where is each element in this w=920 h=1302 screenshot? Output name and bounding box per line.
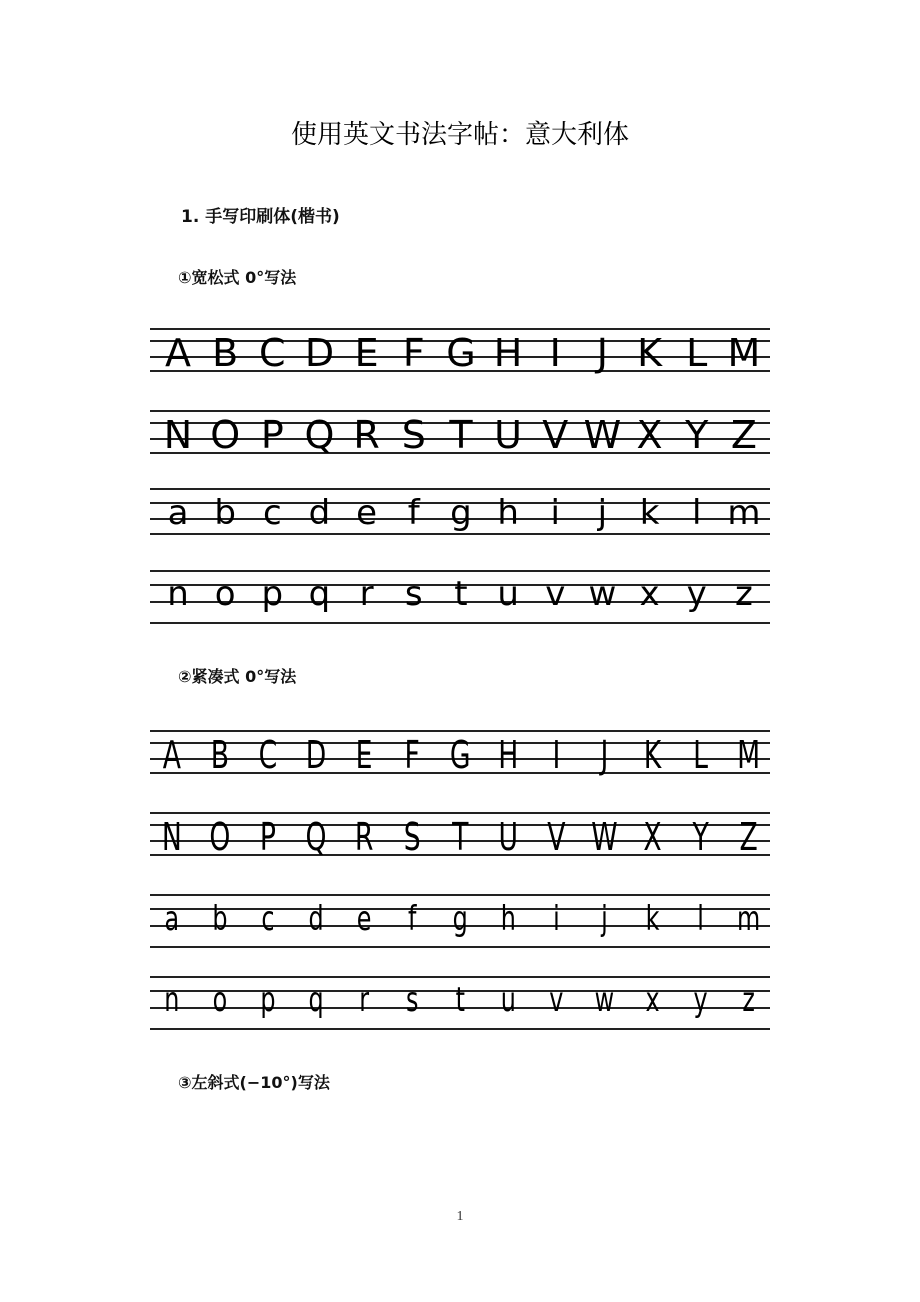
letter-glyph: c: [262, 493, 282, 533]
letter-glyph: n: [167, 574, 189, 614]
letter-glyph: N: [163, 413, 193, 457]
letter-glyph: F: [404, 733, 420, 777]
glyph-row: [150, 413, 770, 457]
letter-glyph: e: [356, 493, 378, 533]
letter-glyph: p: [260, 980, 276, 1020]
letter-glyph: R: [353, 413, 380, 457]
letter-glyph: z: [742, 980, 755, 1020]
letter-glyph: v: [545, 574, 566, 614]
letter-glyph: r: [359, 574, 374, 614]
letter-glyph: C: [259, 331, 286, 375]
letter-glyph: J: [600, 733, 609, 777]
letter-glyph: C: [258, 733, 278, 777]
letter-glyph: W: [591, 815, 618, 859]
letter-glyph: u: [500, 980, 516, 1020]
letter-glyph: m: [737, 899, 761, 939]
letter-glyph: F: [402, 331, 425, 375]
letter-glyph: o: [212, 980, 228, 1020]
letter-glyph: U: [494, 413, 522, 457]
letter-glyph: d: [308, 899, 324, 939]
letter-glyph: g: [450, 493, 472, 533]
subsection-heading-compact: ②紧凑式 0°写法: [178, 667, 297, 686]
letter-glyph: X: [636, 413, 663, 457]
page-title: 使用英文书法字帖：意大利体: [290, 120, 629, 150]
letter-glyph: z: [734, 574, 753, 614]
subsection-heading-wide: ①宽松式 0°写法: [178, 268, 297, 287]
glyph-row: [150, 980, 769, 1020]
letter-glyph: o: [214, 574, 236, 614]
letter-glyph: k: [645, 899, 660, 939]
letter-glyph: Q: [304, 413, 335, 457]
page-number: 1: [456, 1209, 464, 1224]
letter-glyph: x: [639, 574, 660, 614]
letter-glyph: B: [210, 733, 230, 777]
letter-glyph: H: [498, 733, 519, 777]
letter-glyph: X: [643, 815, 662, 859]
letter-glyph: f: [407, 493, 420, 533]
glyph-row: [150, 899, 769, 939]
letter-glyph: T: [452, 815, 469, 859]
letter-glyph: l: [691, 493, 702, 533]
letter-glyph: M: [737, 733, 761, 777]
letter-glyph: a: [164, 899, 180, 939]
letter-glyph: b: [214, 493, 236, 533]
letter-glyph: j: [597, 493, 608, 533]
letter-glyph: k: [639, 493, 660, 533]
letter-glyph: D: [304, 331, 335, 375]
letter-glyph: V: [542, 413, 569, 457]
letter-glyph: O: [209, 815, 231, 859]
letter-glyph: b: [212, 899, 228, 939]
glyph-row: [150, 815, 769, 859]
letter-glyph: t: [454, 574, 468, 614]
letter-glyph: h: [497, 493, 519, 533]
practice-row-lower-4: [150, 976, 770, 1032]
letter-glyph: v: [549, 980, 564, 1020]
letter-glyph: W: [583, 413, 622, 457]
glyph-row: [150, 733, 769, 777]
practice-row-upper-2: [150, 410, 770, 457]
letter-glyph: p: [261, 574, 284, 614]
letter-glyph: Q: [305, 815, 327, 859]
glyph-row: [150, 493, 770, 533]
practice-row-upper-4: [150, 812, 770, 859]
letter-glyph: P: [259, 815, 277, 859]
subsection-heading-left-slant: ③左斜式(−10°)写法: [178, 1073, 330, 1092]
letter-glyph: S: [401, 413, 426, 457]
practice-row-upper-1: [150, 328, 770, 375]
letter-glyph: w: [594, 980, 615, 1020]
letter-glyph: G: [449, 733, 471, 777]
glyph-row: [150, 574, 770, 614]
letter-glyph: G: [446, 331, 476, 375]
letter-glyph: L: [693, 733, 709, 777]
letter-glyph: I: [552, 733, 561, 777]
letter-glyph: s: [404, 574, 423, 614]
practice-row-lower-1: [150, 488, 770, 536]
glyph-row: [150, 331, 770, 375]
letter-glyph: t: [455, 980, 465, 1020]
letter-glyph: i: [550, 493, 560, 533]
letter-glyph: B: [212, 331, 239, 375]
practice-row-upper-3: [150, 730, 770, 777]
letter-glyph: O: [210, 413, 241, 457]
letter-glyph: A: [162, 733, 181, 777]
letter-glyph: J: [596, 331, 609, 375]
letter-glyph: E: [355, 733, 373, 777]
letter-glyph: T: [449, 413, 473, 457]
section-heading: 1. 手写印刷体(楷书): [181, 207, 340, 227]
letter-glyph: P: [260, 413, 284, 457]
letter-glyph: u: [497, 574, 519, 614]
letter-glyph: h: [500, 899, 516, 939]
letter-glyph: Z: [730, 413, 757, 457]
letter-glyph: a: [167, 493, 189, 533]
letter-glyph: q: [308, 574, 331, 614]
letter-glyph: c: [261, 899, 275, 939]
letter-glyph: q: [308, 980, 324, 1020]
letter-glyph: l: [697, 899, 704, 939]
letter-glyph: M: [727, 331, 761, 375]
letter-glyph: Z: [739, 815, 758, 859]
letter-glyph: w: [588, 574, 617, 614]
letter-glyph: j: [601, 899, 608, 939]
letter-glyph: y: [686, 574, 707, 614]
letter-glyph: E: [354, 331, 379, 375]
letter-glyph: i: [553, 899, 560, 939]
letter-glyph: x: [645, 980, 660, 1020]
letter-glyph: s: [405, 980, 419, 1020]
letter-glyph: I: [549, 331, 561, 375]
letter-glyph: N: [161, 815, 182, 859]
letter-glyph: H: [493, 331, 523, 375]
letter-glyph: K: [643, 733, 662, 777]
letter-glyph: y: [693, 980, 708, 1020]
letter-glyph: U: [498, 815, 519, 859]
letter-glyph: K: [637, 331, 663, 375]
letter-glyph: d: [308, 493, 331, 533]
letter-glyph: g: [452, 899, 468, 939]
letter-glyph: A: [165, 331, 191, 375]
letter-glyph: m: [727, 493, 761, 533]
letter-glyph: S: [403, 815, 421, 859]
letter-glyph: Y: [692, 815, 709, 859]
letter-glyph: L: [686, 331, 708, 375]
letter-glyph: V: [547, 815, 566, 859]
letter-glyph: e: [356, 899, 372, 939]
letter-glyph: Y: [685, 413, 709, 457]
letter-glyph: D: [305, 733, 327, 777]
letter-glyph: n: [164, 980, 180, 1020]
practice-row-lower-2: [150, 570, 770, 626]
letter-glyph: r: [359, 980, 370, 1020]
letter-glyph: f: [407, 899, 417, 939]
practice-row-lower-3: [150, 894, 770, 950]
letter-glyph: R: [354, 815, 374, 859]
